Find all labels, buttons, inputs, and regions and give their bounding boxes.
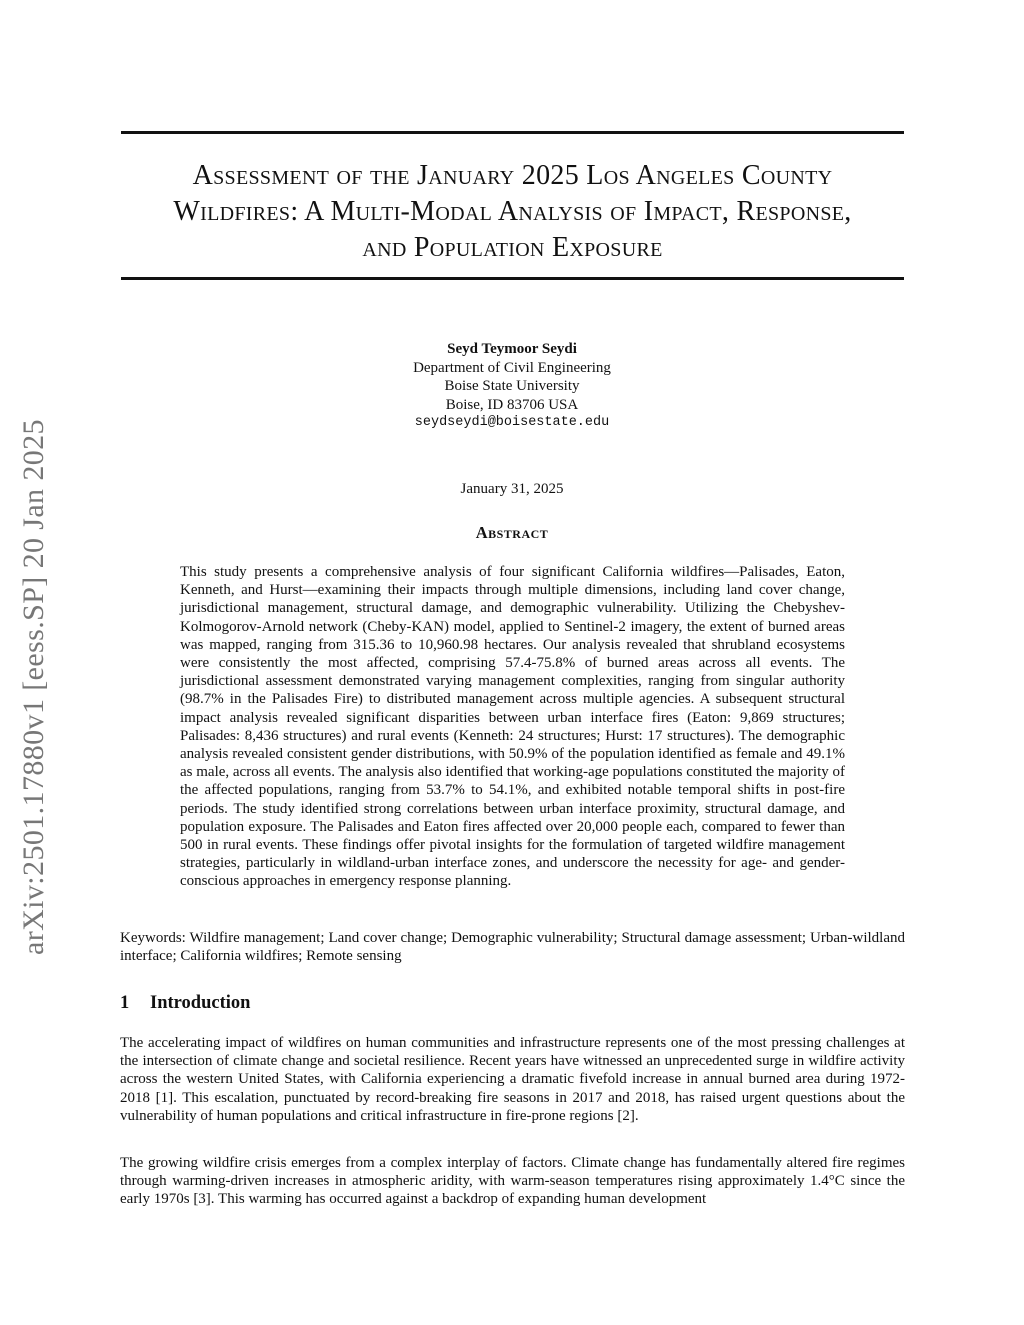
section-title: Introduction — [150, 993, 251, 1013]
abstract-heading: Abstract — [475, 523, 549, 542]
title-line-3: and Population Exposure — [362, 232, 663, 263]
intro-paragraph-2: The growing wildfire crisis emerges from a complex interplay of factors. Climate change has fundamentally altered fire regimes through warming-driven increases in atmospheric aridity, with warm-season temperatures rising approximately 1.4°C since the early 1970s [3]. This warming has occurred against a backdrop of expanding human development — [120, 1155, 905, 1208]
paper-date: January 31, 2025 — [460, 481, 564, 497]
title-line-1: Assessment of the January 2025 Los Angeles County — [192, 160, 833, 191]
paper-title — [110, 158, 915, 266]
title-bottom-rule — [121, 277, 904, 280]
author-name: Seyd Teymoor Seydi — [447, 341, 577, 357]
author-department: Department of Civil Engineering — [413, 359, 611, 376]
author-block — [312, 340, 712, 433]
author-email[interactable]: seydseydi@boisestate.edu — [414, 415, 610, 430]
author-address: Boise, ID 83706 USA — [445, 396, 579, 413]
section-number: 1 — [120, 993, 130, 1013]
title-top-rule — [121, 131, 904, 134]
arxiv-identifier: arXiv:2501.17880v1 [eess.SP] 20 Jan 2025 — [17, 419, 50, 955]
section-heading-introduction — [120, 993, 250, 1014]
abstract-text: This study presents a comprehensive analysis of four significant California wildfires—Palisades, Eaton, Kenneth, and Hurst—examining their impacts through multiple dimensions, including land cover change, jurisdictional management, structural damage, and demographic vulnerability. Utilizing the Chebyshev-Kolmogorov-Arnold network (Cheby-KAN) model, applied to Sentinel-2 imagery, the extent of burned areas was mapped, ranging from 315.36 to 10,960.98 hectares. Our analysis revealed that shrubland ecosystems were consistently the most affected, comprising 57.4-75.8% of burned areas across all events. The jurisdictional assessment demonstrated varying management complexities, ranging from singular authority (98.7% in the Palisades Fire) to distributed management across multiple agencies. A subsequent structural impact analysis revealed significant disparities between urban interface fires (Eaton: 9,869 structures; Palisades: 8,436 structures) and rural events (Kenneth: 24 structures; Hurst: 17 structures). The demographic analysis revealed consistent gender distributions, with 50.9% of the population identified as female and 49.1% as male, across all events. The analysis also identified that working-age populations constituted the majority of the affected populations, ranging from 53.7% to 54.1%, and exhibited notable temporal shifts in post-fire periods. The study identified strong correlations between urban interface proximity, structural damage, and population exposure. The Palisades and Eaton fires affected over 20,000 people each, compared to fewer than 500 in rural events. These findings offer pivotal insights for the formulation of targeted wildfire management strategies, particularly in wildland-urban interface zones, and underscore the necessity for age- and gender-conscious approaches in emergency response planning. — [180, 564, 845, 890]
author-university: Boise State University — [444, 378, 580, 394]
intro-paragraph-1: The accelerating impact of wildfires on human communities and infrastructure represents one of the most pressing challenges at the intersection of climate change and societal resilience. Recent years have witnessed an unprecedented surge in wildfire activity across the western United States, with California experiencing a dramatic fivefold increase in annual burned area during 1972-2018 [1]. This escalation, punctuated by record-breaking fire seasons in 2017 and 2018, has raised urgent questions about the vulnerability of human populations and critical infrastructure in fire-prone regions [2]. — [120, 1035, 905, 1124]
title-line-2: Wildfires: A Multi-Modal Analysis of Impact, Response, — [173, 196, 852, 227]
keywords: Keywords: Wildfire management; Land cover change; Demographic vulnerability; Structural damage assessment; Urban-wildland interface; California wildfires; Remote sensing — [120, 930, 905, 965]
